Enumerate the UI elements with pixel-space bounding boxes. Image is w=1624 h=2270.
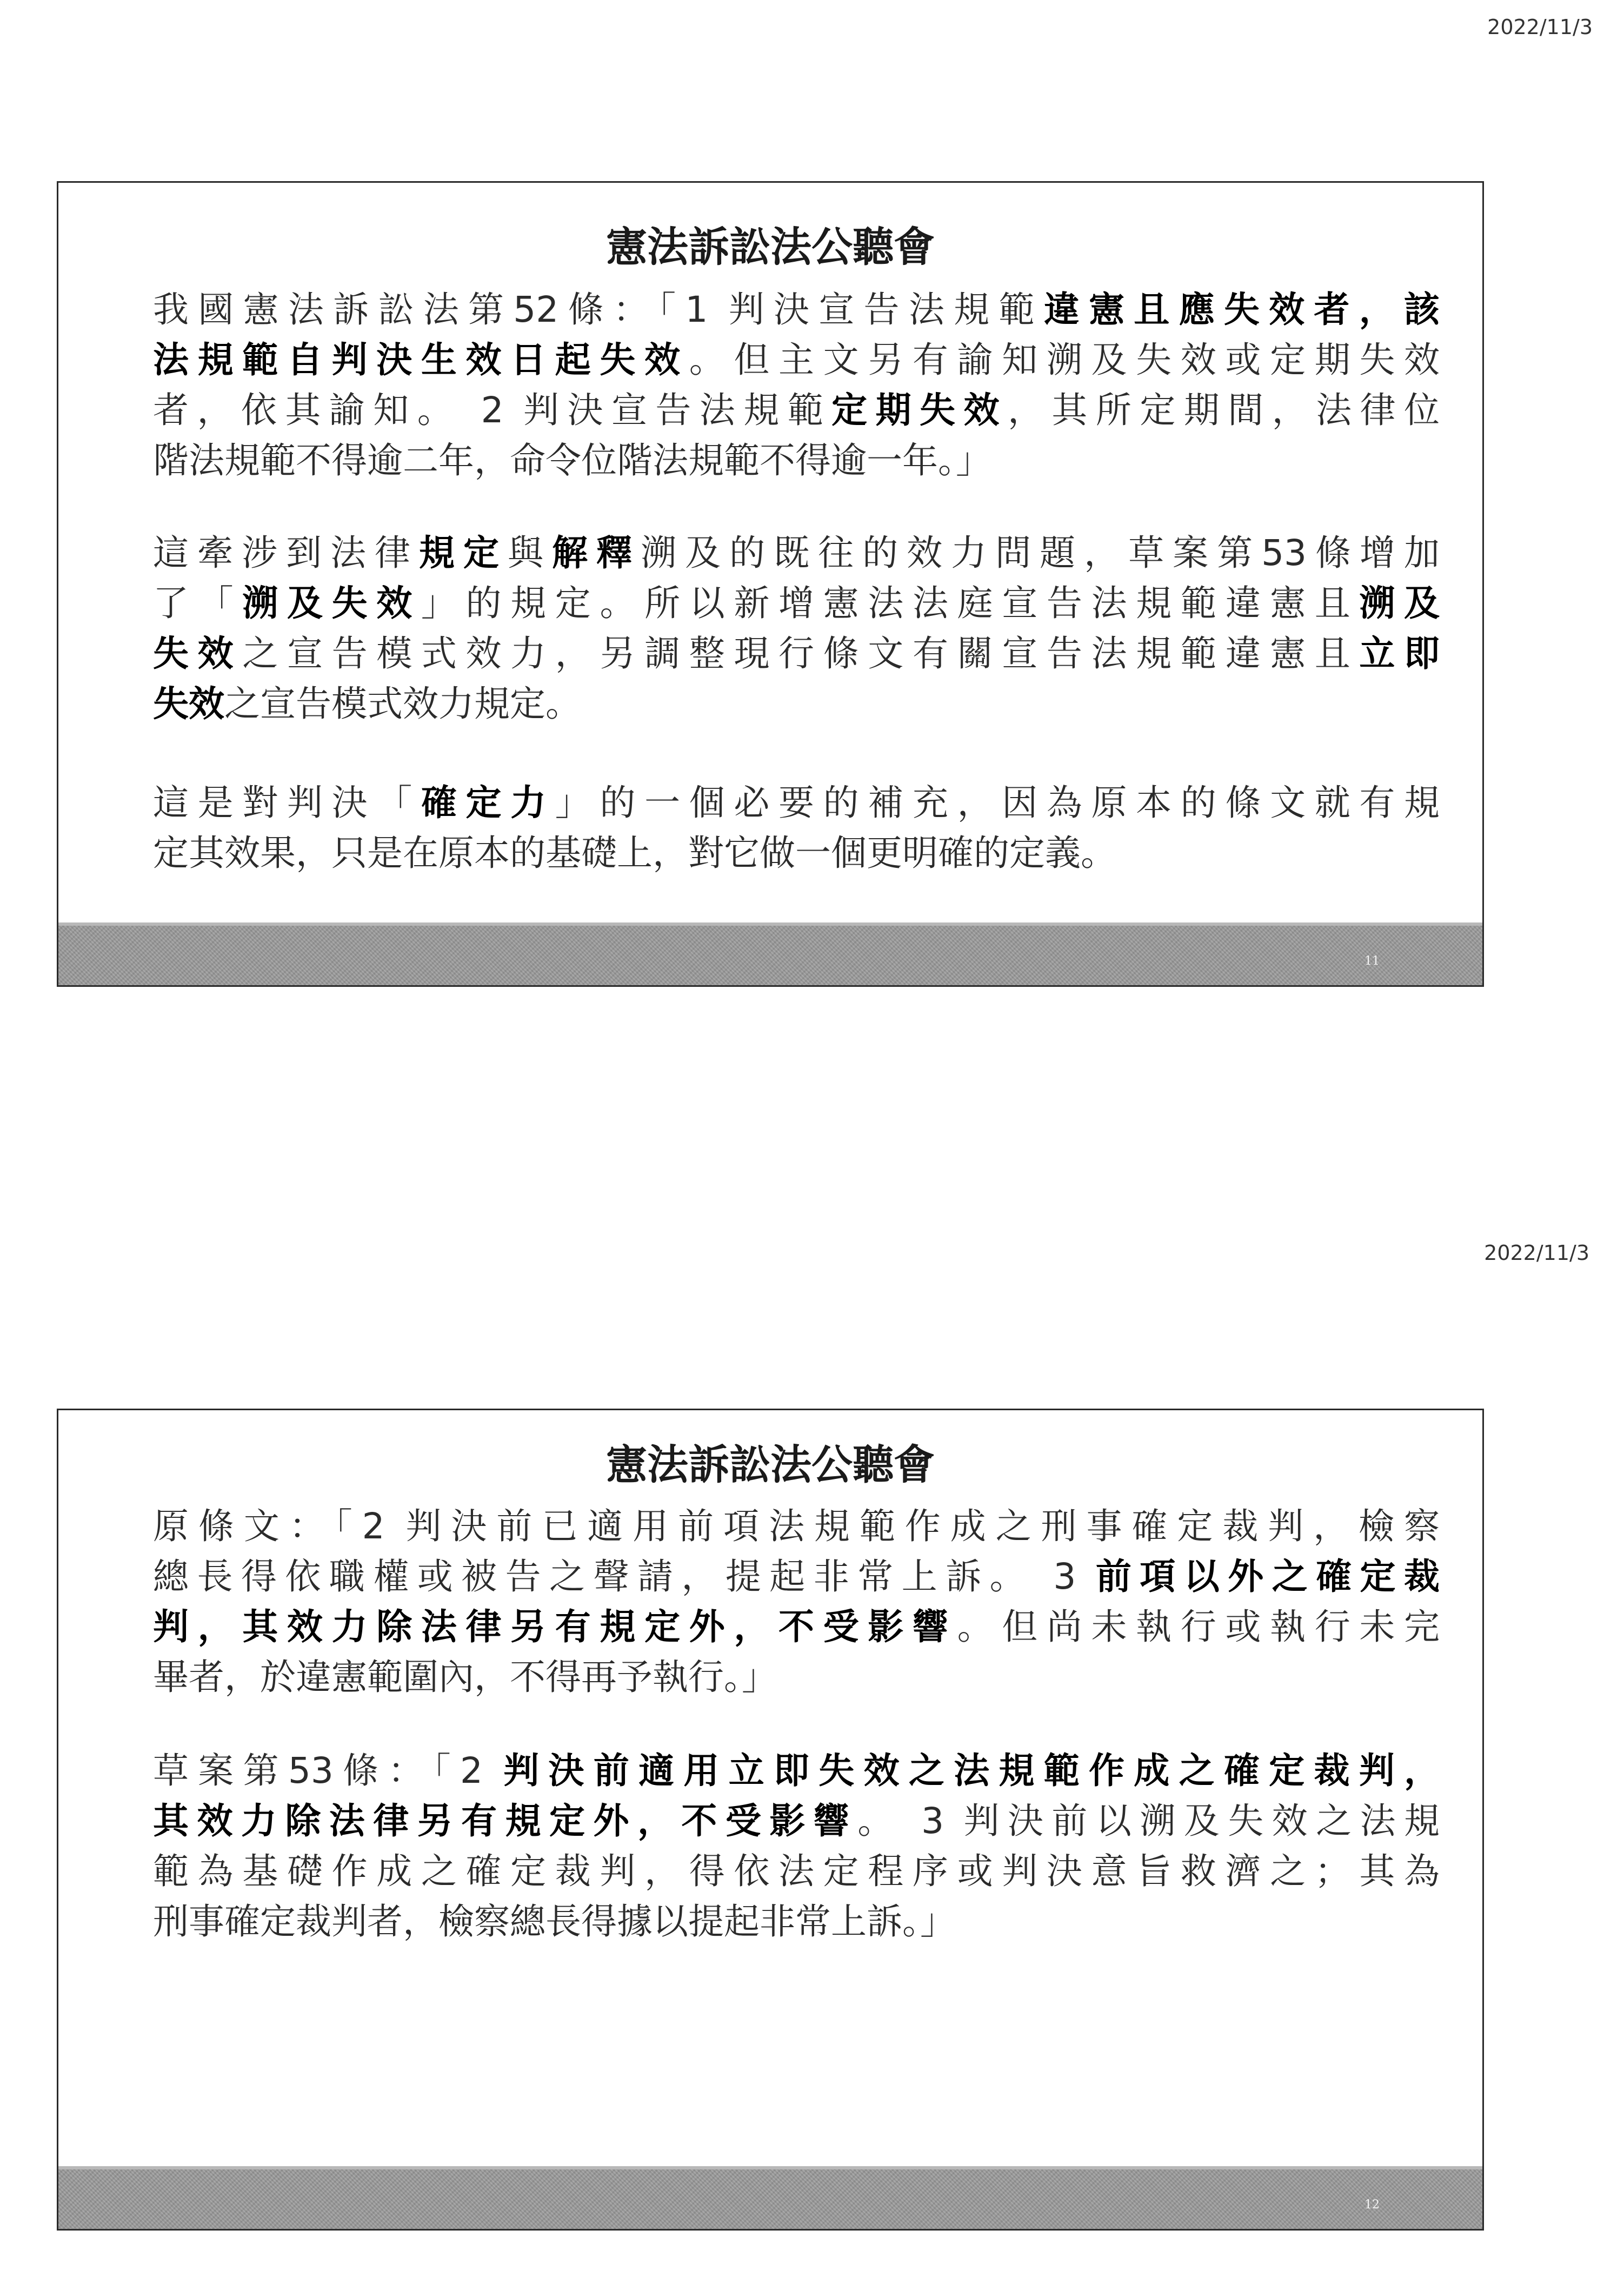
slide-11: [57, 181, 1484, 987]
emphasis-text: 失效: [153, 633, 243, 674]
body-text: 」的一個必要的補充，因為原本的條文就有規: [555, 782, 1440, 824]
body-text: 溯及的既往的效力問題，草案第53條增加: [641, 532, 1440, 574]
emphasis-text: 其效力除法律另有規定外，不受影響: [153, 1800, 858, 1842]
emphasis-text: 立即: [1359, 633, 1440, 674]
slide-footer-bar: [58, 2166, 1482, 2229]
body-text: 。但主文另有諭知溯及失效或定期失效: [689, 339, 1440, 381]
emphasis-text: 失效: [153, 683, 224, 725]
body-text: 總長得依職權或被告之聲請，提起非常上訴。 3: [153, 1556, 1096, 1597]
emphasis-text: 溯及失效: [242, 582, 421, 624]
paragraph-line: [153, 284, 1440, 335]
body-text: 之宣告模式效力，另調整現行條文有關宣告法規範違憲且: [242, 633, 1360, 674]
emphasis-text: 溯及: [1359, 582, 1440, 624]
body-text: 者，依其諭知。 2 判決宣告法規範: [153, 389, 832, 431]
body-text: 畢者，於違憲範圍內，不得再予執行。」: [153, 1656, 777, 1698]
slide-title: 憲法訴訟法公聽會: [606, 223, 935, 271]
slide-paragraph: [153, 1745, 1440, 1947]
paragraph-line: [153, 528, 1440, 578]
body-text: 定其效果，只是在原本的基礎上，對它做一個更明確的定義。: [153, 832, 1116, 874]
body-text: 之宣告模式效力規定。: [224, 683, 581, 725]
paragraph-line: [153, 1796, 1440, 1846]
page-date: 2022/11/3: [1487, 15, 1593, 39]
paragraph-line: [153, 1501, 1440, 1551]
body-text: 了「: [153, 582, 243, 624]
emphasis-text: 定期失效: [831, 389, 1008, 431]
emphasis-text: 確定力: [421, 782, 555, 824]
paragraph-line: [153, 628, 1440, 679]
slide-paragraph: [153, 284, 1440, 486]
slide-paragraph: [153, 528, 1440, 729]
body-text: 刑事確定裁判者，檢察總長得據以提起非常上訴。」: [153, 1901, 956, 1942]
paragraph-line: [153, 1652, 1440, 1702]
body-text: 原條文：「2 判決前已適用前項法規範作成之刑事確定裁判，檢察: [153, 1505, 1440, 1547]
body-text: 。但尚未執行或執行未完: [957, 1606, 1440, 1648]
slide-page-number: 11: [1365, 954, 1380, 968]
page-date: 2022/11/3: [1484, 1241, 1589, 1265]
paragraph-line: [153, 1551, 1440, 1602]
body-text: 」的規定。所以新增憲法法庭宣告法規範違憲且: [421, 582, 1360, 624]
body-text: 範為基礎作成之確定裁判，得依法定程序或判決意旨救濟之；其為: [153, 1850, 1440, 1892]
emphasis-text: 違憲且應失效者，該: [1043, 289, 1440, 330]
emphasis-text: 判，其效力除法律另有規定外，不受影響: [153, 1606, 957, 1648]
slide-12: [57, 1409, 1484, 2231]
paragraph-line: [153, 828, 1440, 878]
body-text: 這是對判決「: [153, 782, 421, 824]
body-text: 草案第53條：「2: [153, 1750, 504, 1791]
body-text: 我國憲法訴訟法第52條：「1 判決宣告法規範: [153, 289, 1044, 330]
body-text: 。 3 判決前以溯及失效之法規: [857, 1800, 1440, 1842]
paragraph-line: [153, 385, 1440, 435]
paragraph-line: [153, 679, 1440, 729]
emphasis-text: 規定: [419, 532, 508, 574]
slide-footer-bar: [58, 922, 1482, 985]
slide-page-number: 12: [1365, 2198, 1380, 2212]
slide-title: 憲法訴訟法公聽會: [606, 1441, 935, 1489]
paragraph-line: [153, 1846, 1440, 1896]
emphasis-text: 解釋: [552, 532, 641, 574]
slide-paragraph: [153, 778, 1440, 878]
body-text: 這牽涉到法律: [153, 532, 420, 574]
emphasis-text: 前項以外之確定裁: [1095, 1556, 1440, 1597]
paragraph-line: [153, 578, 1440, 628]
paragraph-line: [153, 335, 1440, 385]
body-text: 與: [508, 532, 553, 574]
body-text: 階法規範不得逾二年，命令位階法規範不得逾一年。」: [153, 440, 991, 481]
paragraph-line: [153, 778, 1440, 828]
paragraph-line: [153, 435, 1440, 486]
emphasis-text: 判決前適用立即失效之法規範作成之確定裁判，: [503, 1750, 1440, 1791]
paragraph-line: [153, 1602, 1440, 1652]
emphasis-text: 法規範自判決生效日起失效: [153, 339, 689, 381]
paragraph-line: [153, 1745, 1440, 1796]
slide-paragraph: [153, 1501, 1440, 1702]
paragraph-line: [153, 1896, 1440, 1947]
body-text: ，其所定期間，法律位: [1007, 389, 1440, 431]
